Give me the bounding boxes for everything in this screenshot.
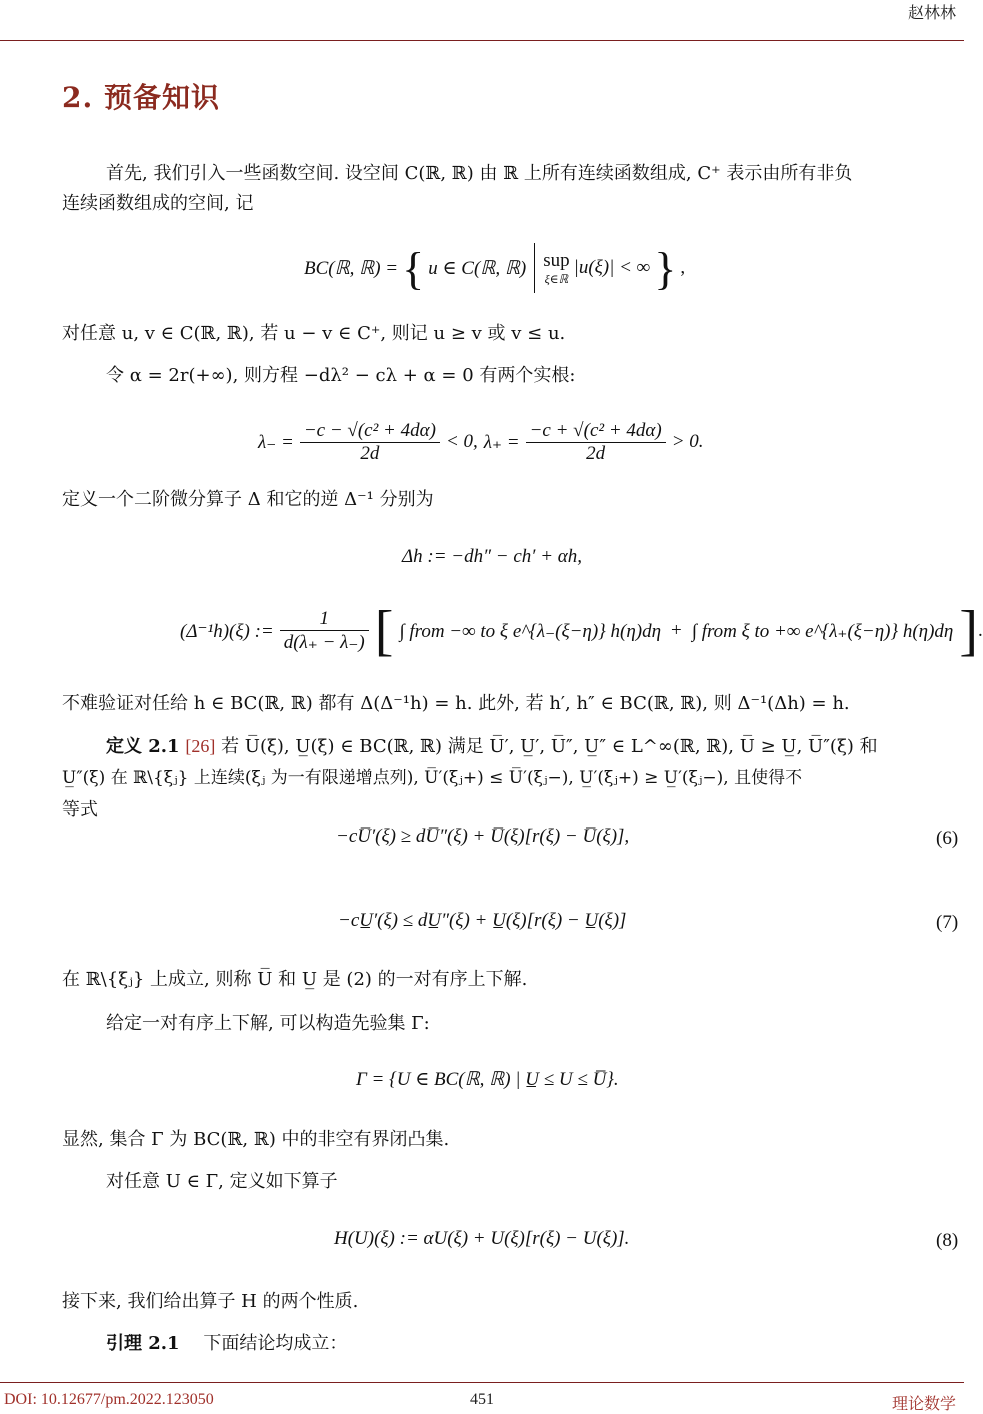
header-rule [0, 40, 964, 41]
definition-citation[interactable]: [26] [185, 736, 216, 756]
lambda-plus-denominator: 2d [586, 442, 606, 464]
equation-7-number: (7) [936, 912, 959, 933]
integral-one: ∫ from −∞ to ξ e^{λ₋(ξ−η)} h(η)dη [399, 620, 662, 642]
bc-lhs: BC(ℝ, ℝ) = [304, 257, 399, 279]
integral-plus: + [671, 620, 682, 641]
equation-6-number: (6) [936, 828, 959, 849]
footer-journal-link[interactable]: 理论数学 [891, 1396, 956, 1413]
footer-page-number: 451 [470, 1391, 494, 1408]
bc-condition: |u(ξ)| < ∞ [573, 257, 651, 278]
right-bracket: ] [959, 600, 979, 662]
definition-label: 定义 2.1 [106, 736, 180, 757]
inverse-numerator: 1 [280, 608, 369, 631]
equation-lambda [258, 412, 704, 472]
paragraph-gamma-property: 显然, 集合 Γ 为 BC(ℝ, ℝ) 中的非空有界闭凸集. [62, 1129, 450, 1150]
lambda-plus-fraction [526, 420, 666, 465]
equation-gamma: Γ = {U ∈ BC(ℝ, ℝ) | U̲ ≤ U ≤ U̅}. [356, 1069, 619, 1090]
right-brace: } [654, 242, 677, 294]
set-divider [534, 243, 535, 293]
equation-8: H(U)(ξ) := αU(ξ) + U(ξ)[r(ξ) − U(ξ)]. [334, 1228, 630, 1249]
equation-8-number: (8) [936, 1230, 959, 1251]
footer-rule [0, 1382, 964, 1383]
equation-6: −cU̅′(ξ) ≥ dU̅″(ξ) + U̅(ξ)[r(ξ) − U̅(ξ)], [336, 826, 630, 847]
definition-line2: U̲″(ξ) 在 ℝ\{ξⱼ} 上连续(ξⱼ 为一有限递增点列), U̅′(ξⱼ+) ≤ U̅′(ξⱼ−), U̲′(ξⱼ+) ≥ U̲′(ξⱼ−), 且使得不 [62, 768, 803, 788]
paragraph-order: 对任意 u, v ∈ C(ℝ, ℝ), 若 u − v ∈ C⁺, 则记 u ≥ v 或 v ≤ u. [62, 323, 566, 344]
lambda-minus-fraction [300, 420, 440, 465]
lambda-minus-numerator: −c − √(c² + 4dα) [300, 420, 440, 443]
left-bracket: [ [374, 600, 394, 662]
lemma-label: 引理 2.1 [106, 1333, 180, 1354]
lambda-plus-numerator: −c + √(c² + 4dα) [526, 420, 666, 443]
sup-operator [543, 250, 569, 287]
lambda-plus-lhs: λ₊ = [483, 431, 520, 453]
sup-subscript: ξ∈ℝ [544, 271, 569, 286]
inverse-lhs: (Δ⁻¹h)(ξ) := [180, 620, 274, 642]
inverse-denominator: d(λ₊ − λ₋) [283, 632, 365, 653]
footer-doi-link[interactable]: DOI: 10.12677/pm.2022.123050 [4, 1391, 214, 1408]
paragraph-properties: 接下来, 我们给出算子 H 的两个性质. [62, 1291, 359, 1312]
lambda-minus-denominator: 2d [360, 442, 380, 464]
lambda-plus-rhs: > 0. [671, 431, 704, 452]
equation-delta-inverse: (Δ⁻¹h)(ξ) := $\frac{1}{d(\lambda_+ - \lambda_-)}$ [ ∫ from −∞ to ξ e^{λ₋(ξ−η)} h(η)dη + ∫ from ξ to +∞ e^{λ₊(ξ−η)} h(η)dη ] . [180, 600, 983, 662]
definition-line3: 等式 [62, 799, 98, 820]
lemma-line [106, 1326, 347, 1362]
lemma-text: 下面结论均成立： [203, 1333, 348, 1354]
paragraph-intro-line2: 连续函数组成的空间, 记 [62, 193, 254, 214]
equation-delta: Δh := −dh″ − ch′ + αh, [402, 546, 582, 567]
paragraph-operator-def: 定义一个二阶微分算子 Δ 和它的逆 Δ⁻¹ 分别为 [62, 489, 434, 510]
equation-7: −cU̲′(ξ) ≤ dU̲″(ξ) + U̲(ξ)[r(ξ) − U̲(ξ)] [338, 910, 627, 931]
equation-bc-space: BC(ℝ, ℝ) = { u ∈ C(ℝ, ℝ) sup ξ∈ℝ |u(ξ)| < ∞ } , [304, 242, 686, 294]
sup-label: sup [543, 249, 570, 271]
paragraph-verify: 不难验证对任给 h ∈ BC(ℝ, ℝ) 都有 Δ(Δ⁻¹h) = h. 此外, 若 h′, h″ ∈ BC(ℝ, ℝ), 则 Δ⁻¹(Δh) = h. [62, 693, 850, 714]
paragraph-upper-lower: 在 ℝ\{ξⱼ} 上成立, 则称 U̅ 和 U̲ 是 (2) 的一对有序上下解. [62, 969, 528, 990]
definition-text-1: 若 U̅(ξ), U̲(ξ) ∈ BC(ℝ, ℝ) 满足 U̅′, U̲′, U̅″, U̲″ ∈ L^∞(ℝ, ℝ), U̅ ≥ U̲, U̅″(ξ) 和 [221, 736, 878, 757]
paragraph-define-H: 对任意 U ∈ Γ, 定义如下算子 [106, 1171, 338, 1192]
section-title: 2. 预备知识 [62, 81, 220, 114]
integral-two: ∫ from ξ to +∞ e^{λ₊(ξ−η)} h(η)dη [691, 620, 954, 642]
paragraph-alpha: 令 α = 2r(+∞), 则方程 −dλ² − cλ + α = 0 有两个实根: [106, 365, 576, 386]
bc-set: u ∈ C(ℝ, ℝ) [428, 257, 527, 279]
lambda-minus-rhs: < 0, [445, 431, 478, 452]
left-brace: { [402, 242, 425, 294]
paragraph-prior-set: 给定一对有序上下解, 可以构造先验集 Γ: [106, 1013, 430, 1034]
paragraph-intro-line1: 首先, 我们引入一些函数空间. 设空间 C(ℝ, ℝ) 由 ℝ 上所有连续函数组成, C⁺ 表示由所有非负 [106, 163, 853, 184]
lambda-minus-lhs: λ₋ = [258, 431, 294, 453]
header-author: 赵林林 [907, 3, 956, 22]
inverse-fraction [280, 608, 369, 654]
